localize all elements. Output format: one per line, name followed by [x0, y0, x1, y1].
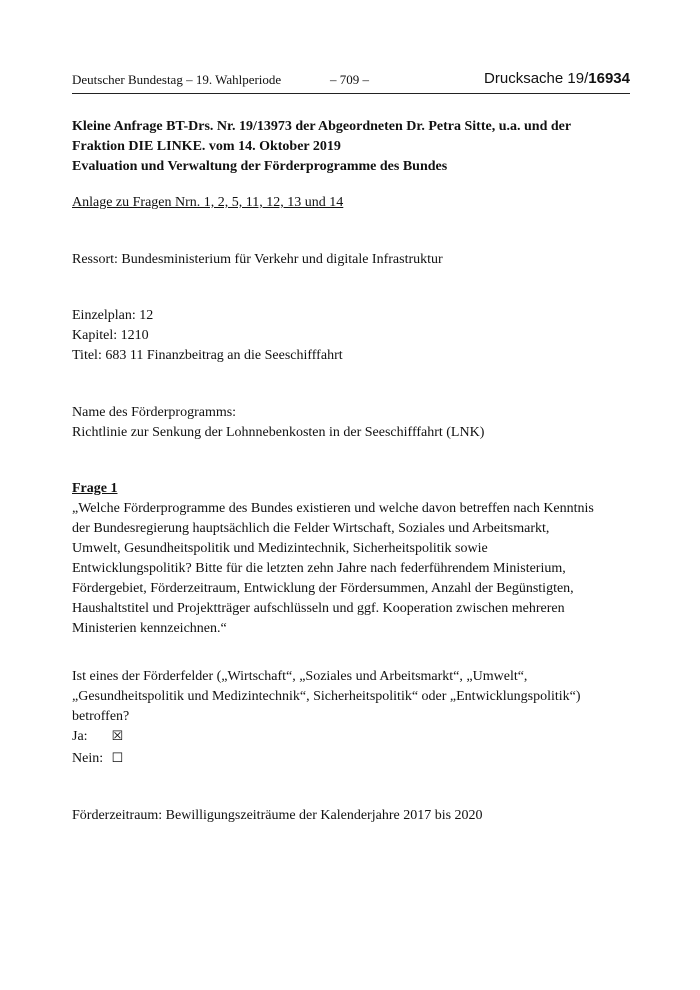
question-text-line: Ministerien kennzeichnen.“	[72, 621, 227, 636]
answer-no-label: Nein:	[72, 751, 104, 766]
funding-period: Förderzeitraum: Bewilligungszeiträume der Kalenderjahre 2017 bis 2020	[72, 808, 483, 823]
header-divider	[72, 93, 630, 94]
title-line: Kleine Anfrage BT-Drs. Nr. 19/13973 der Abgeordneten Dr. Petra Sitte, u.a. und der	[72, 119, 572, 134]
answer-yes-label: Ja:	[72, 729, 88, 744]
document-title	[72, 117, 632, 177]
question-text-line: Entwicklungspolitik? Bitte für die letzten zehn Jahre nach federführendem Ministerium,	[72, 561, 566, 576]
document-number-value: 16934	[588, 70, 630, 87]
title-line: Evaluation und Verwaltung der Förderprogramme des Bundes	[72, 159, 448, 174]
document-number-prefix: 19/	[567, 70, 589, 87]
question-heading: Frage 1	[72, 481, 118, 496]
question-text-line: Umwelt, Gesundheitspolitik und Medizintechnik, Sicherheitspolitik sowie	[72, 541, 488, 556]
question-text-line: „Welche Förderprogramme des Bundes existieren und welche davon betreffen nach Kenntnis	[72, 501, 594, 516]
question-text-line: Haushaltstitel und Projektträger aufschlüsseln und ggf. Kooperation zwischen mehreren	[72, 601, 565, 616]
page-header	[72, 70, 630, 92]
unchecked-box-icon: ☐	[111, 751, 124, 766]
ministry: Ressort: Bundesministerium für Verkehr und digitale Infrastruktur	[72, 252, 443, 267]
document-number	[484, 70, 630, 87]
titel: Titel: 683 11 Finanzbeitrag an die Seeschifffahrt	[72, 348, 343, 363]
document-number-label: Drucksache	[484, 70, 564, 87]
field-question-line: betroffen?	[72, 709, 130, 724]
answer-yes	[72, 727, 123, 747]
question-text-line: Fördergebiet, Förderzeitraum, Entwicklung der Fördersummen, Anzahl der Begünstigten,	[72, 581, 574, 596]
checked-box-icon: ☒	[111, 729, 124, 744]
program-name: Richtlinie zur Senkung der Lohnnebenkosten in der Seeschifffahrt (LNK)	[72, 425, 485, 440]
field-question-line: „Gesundheitspolitik und Medizintechnik“, Sicherheitspolitik“ oder „Entwicklungspolitik“)	[72, 689, 581, 704]
field-question-line: Ist eines der Förderfelder („Wirtschaft“, „Soziales und Arbeitsmarkt“, „Umwelt“,	[72, 669, 528, 684]
program-label: Name des Förderprogramms:	[72, 405, 237, 420]
einzelplan: Einzelplan: 12	[72, 308, 154, 323]
kapitel: Kapitel: 1210	[72, 328, 149, 343]
answer-no	[72, 749, 123, 769]
page-number: – 709 –	[330, 72, 369, 87]
question-text-line: der Bundesregierung hauptsächlich die Felder Wirtschaft, Soziales und Arbeitsmarkt,	[72, 521, 550, 536]
header-publication: Deutscher Bundestag – 19. Wahlperiode	[72, 72, 282, 87]
annex-reference: Anlage zu Fragen Nrn. 1, 2, 5, 11, 12, 13 und 14	[72, 195, 344, 210]
title-line: Fraktion DIE LINKE. vom 14. Oktober 2019	[72, 139, 341, 154]
